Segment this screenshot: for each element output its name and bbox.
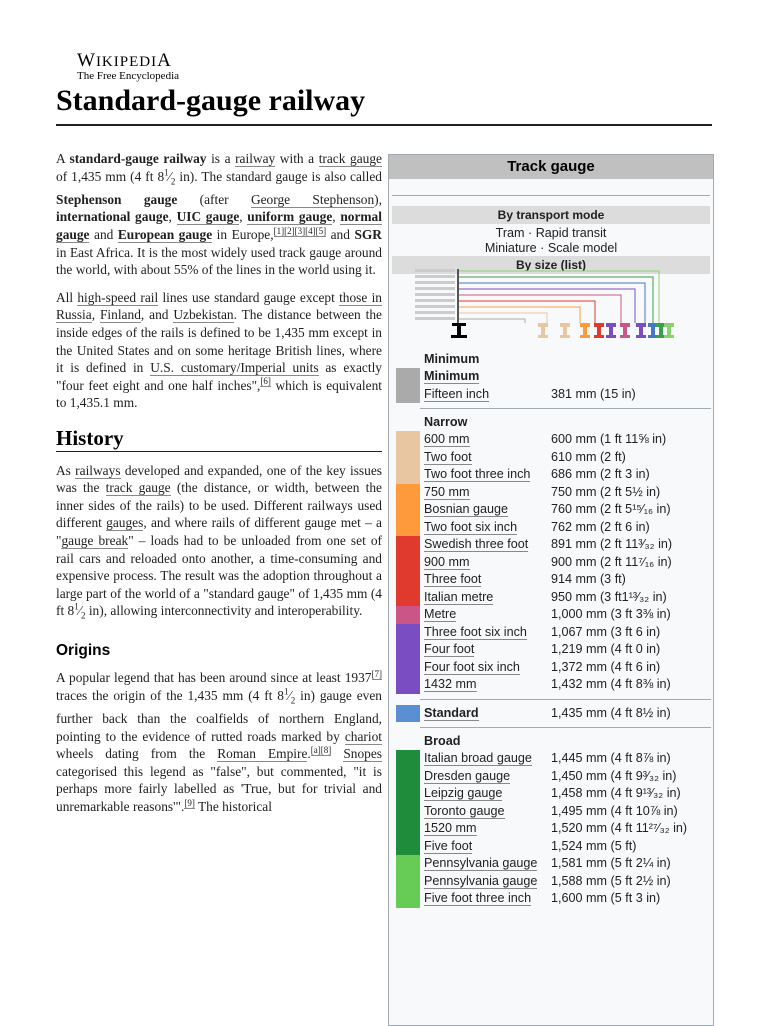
origins-heading: Origins	[56, 641, 111, 659]
gauge-name[interactable]	[424, 431, 470, 449]
wiki-link[interactable]: normal gauge	[56, 209, 382, 243]
gauge-value: 600 mm (1 ft 11⅝ in)	[551, 432, 667, 446]
gauge-name[interactable]	[424, 641, 474, 659]
gauge-value: 891 mm (2 ft 11³⁄₃₂ in)	[551, 537, 673, 551]
gauge-color-swatch	[396, 641, 420, 659]
gauge-name[interactable]	[424, 368, 479, 386]
gauge-row	[393, 873, 711, 891]
gauge-color-swatch	[396, 466, 420, 484]
gauge-name[interactable]	[424, 571, 481, 589]
gauge-name[interactable]	[424, 838, 472, 856]
gauge-row	[393, 785, 711, 803]
reference-rail-line	[457, 269, 459, 325]
gauge-diagram	[395, 263, 705, 345]
gauge-row	[393, 554, 711, 572]
history-paragraph	[56, 462, 382, 626]
gauge-name[interactable]	[424, 554, 470, 572]
text-run: (the distance, or width, between the inner sides of the rails) to be used. Different railways used different	[56, 480, 382, 531]
gauge-value: 1,000 mm (3 ft 3⅜ in)	[551, 607, 671, 621]
gauge-value: 1,372 mm (4 ft 6 in)	[551, 659, 661, 674]
text-run: All	[56, 289, 78, 305]
wheel-icon	[636, 323, 646, 338]
gauge-line	[457, 289, 635, 323]
gauge-color-swatch	[396, 803, 420, 821]
fraction-slash: ⁄	[78, 603, 81, 619]
gauge-row	[393, 519, 711, 537]
gauge-name-link[interactable]: Pennsylvania gauge	[424, 856, 538, 870]
wheel-icon	[664, 323, 674, 338]
infobox-title: Track gauge	[389, 155, 713, 179]
gauge-value: 1,524 mm (5 ft)	[551, 838, 637, 853]
wheel-icon	[620, 323, 630, 338]
gauge-value: 950 mm (3 ft1¹³⁄₃₂ in)	[551, 589, 667, 604]
gauge-color-swatch	[396, 484, 420, 502]
gauge-name[interactable]	[424, 768, 510, 786]
text-run: ,	[91, 307, 100, 323]
gauge-label-mark	[415, 317, 455, 320]
gauge-value: 1,450 mm (4 ft 9³⁄₃₂ in)	[551, 768, 677, 783]
gauge-name-link[interactable]: Pennsylvania gauge	[424, 873, 538, 888]
gauge-value: 1,458 mm (4 ft 9¹³⁄₃₂ in)	[551, 786, 681, 800]
text-run: categorised this legend as "false", but commented, "it is perhaps more fairly labelled as 'True, but for trivial and unremarkable reasons'".	[56, 763, 382, 815]
logo-tagline: The Free Encyclopedia	[77, 70, 180, 82]
gauge-name-link[interactable]: Three foot	[424, 572, 482, 586]
mode-line-2[interactable]: Miniature · Scale model	[484, 241, 618, 255]
gauge-color-swatch	[396, 676, 420, 694]
gauge-line	[457, 313, 547, 323]
gauge-name[interactable]	[424, 606, 456, 624]
size-band[interactable]: By size (list)	[392, 256, 710, 274]
intro-paragraph-2	[56, 289, 382, 412]
mode-line-1[interactable]: Tram · Rapid transit	[495, 226, 607, 240]
text-run: developed and expanded, one of the key issues was the	[56, 462, 382, 496]
gauge-value: 1,495 mm (4 ft 10⅞ in)	[551, 803, 678, 818]
gauge-name-link[interactable]: Swedish three foot	[424, 537, 529, 551]
gauge-value: 610 mm (2 ft)	[551, 449, 626, 464]
gauge-value: 1,219 mm (4 ft 0 in)	[551, 642, 661, 656]
gauge-name-link[interactable]: Four foot six inch	[424, 659, 520, 674]
gauge-name[interactable]	[424, 449, 472, 467]
mode-links	[389, 226, 713, 256]
gauge-line	[457, 301, 595, 323]
wiki-link[interactable]: UIC gauge	[176, 209, 240, 225]
text-run: in Europe,	[212, 227, 274, 243]
gauge-name-link[interactable]: 750 mm	[424, 484, 470, 499]
gauge-color-swatch	[396, 606, 420, 624]
wheel-icon	[594, 323, 604, 338]
logo-wordmark: WIKIPEDIA	[77, 50, 172, 71]
wheel-icon	[580, 323, 590, 338]
gauge-line	[457, 319, 525, 323]
gauge-value: 1,435 mm (4 ft 8½ in)	[551, 705, 671, 720]
gauge-row	[393, 641, 711, 659]
gauge-color-swatch	[396, 890, 420, 908]
text-run: which is equivalent to 1,435.1 mm.	[56, 377, 382, 411]
text-run: ,	[332, 209, 341, 225]
gauge-row	[393, 501, 711, 519]
gauge-name-link[interactable]: Italian broad gauge	[424, 751, 532, 765]
gauge-label-mark	[415, 299, 455, 302]
fraction-numerator: 1	[74, 601, 79, 612]
gauge-color-swatch	[396, 536, 420, 554]
text-run: " – loads had to be unloaded from one set of rail cars and reloaded onto another, a time-consuming and expensive process. The result was the adoption throughout a large part of the world of a "standard gauge" of 1,435 mm (4 ft 8	[56, 532, 382, 619]
gauge-name-link[interactable]: Two foot	[424, 449, 472, 464]
gauge-row	[393, 589, 711, 607]
bold-term: SGR	[354, 227, 382, 243]
gauge-value: 1,600 mm (5 ft 3 in)	[551, 891, 661, 905]
gauge-row	[393, 750, 711, 768]
gauge-color-swatch	[396, 768, 420, 786]
text-run: A	[56, 151, 70, 166]
wiki-link[interactable]: Snopes	[343, 746, 383, 762]
wiki-link[interactable]: chariot	[344, 728, 382, 744]
text-run: in East Africa. It is the most widely used track gauge around the world, with about 55% of the lines in the world using it.	[56, 244, 382, 278]
gauge-value: 900 mm (2 ft 11⁷⁄₁₆ in)	[551, 554, 672, 569]
gauge-line	[457, 277, 653, 323]
gauge-group-title: Narrow	[424, 415, 468, 429]
wiki-link[interactable]: gauges	[106, 515, 144, 531]
citation-ref[interactable]: [a][8]	[310, 744, 332, 755]
gauge-name-link[interactable]: Bosnian gauge	[424, 502, 509, 516]
gauge-name-link[interactable]: Five foot three inch	[424, 891, 532, 905]
gauge-group-title: Minimum	[424, 352, 480, 366]
gauge-label-mark	[415, 281, 455, 284]
gauge-color-swatch	[396, 571, 420, 589]
gauge-row	[393, 536, 711, 554]
gauge-name-link[interactable]: Dresden gauge	[424, 768, 511, 783]
text-run: wheels dating from the	[56, 746, 218, 762]
citation-ref[interactable]: [1][2][3][4][5]	[273, 225, 327, 236]
gauge-name-link[interactable]: Leipzig gauge	[424, 786, 503, 800]
gauge-value: 686 mm (2 ft 3 in)	[551, 467, 650, 481]
bold-term: international gauge	[56, 209, 169, 225]
gauge-name[interactable]	[424, 705, 479, 723]
text-run: is a	[206, 151, 236, 166]
gauge-label-mark	[415, 293, 455, 296]
text-run: lines use standard gauge except	[158, 289, 340, 305]
citation-ref[interactable]: [9]	[184, 797, 195, 808]
gauge-color-swatch	[396, 705, 420, 723]
gauge-line	[457, 271, 659, 323]
text-run: of 1,435 mm (4 ft 8	[56, 168, 165, 184]
wiki-link[interactable]: Finland	[99, 307, 141, 323]
gauge-row	[393, 838, 711, 856]
gauge-name-link[interactable]: Fifteen inch	[424, 386, 490, 401]
gauge-color-swatch	[396, 624, 420, 642]
text-run: , and	[140, 307, 174, 323]
gauge-name-link[interactable]: 900 mm	[424, 554, 470, 569]
text-run	[331, 746, 343, 761]
gauge-row	[393, 386, 711, 404]
text-run: A popular legend that has been around since at least 1937	[56, 670, 372, 686]
gauge-row	[393, 606, 711, 624]
group-divider	[420, 408, 711, 409]
gauge-name[interactable]	[424, 386, 489, 404]
gauge-name[interactable]	[424, 750, 532, 768]
wiki-link[interactable]: Uzbekistan	[173, 307, 234, 323]
gauge-row	[393, 484, 711, 502]
wiki-link[interactable]: those in Russia	[56, 289, 382, 323]
gauge-value: 762 mm (2 ft 6 in)	[551, 519, 650, 534]
gauge-name-link[interactable]: Four foot	[424, 642, 475, 656]
gauge-name[interactable]	[424, 873, 537, 891]
text-run: ,	[168, 209, 177, 225]
wiki-link[interactable]: U.S. customary/Imperial units	[150, 360, 319, 376]
wiki-link[interactable]: high-speed rail	[77, 289, 159, 305]
gauge-name[interactable]	[424, 589, 493, 607]
gauge-label-mark	[415, 311, 455, 314]
gauge-name-link[interactable]: Toronto gauge	[424, 803, 505, 818]
gauge-name-link[interactable]: Standard	[424, 705, 479, 720]
text-run: As	[56, 462, 76, 478]
gauge-name[interactable]	[424, 501, 508, 519]
wheel-icon	[606, 323, 616, 338]
wiki-link[interactable]: George Stephenson	[250, 191, 375, 207]
citation-ref[interactable]: [7]	[371, 668, 382, 679]
text-run: in), allowing interconnectivity and interoperability.	[85, 603, 363, 619]
gauge-row	[393, 466, 711, 484]
gauge-value: 1,581 mm (5 ft 2¼ in)	[551, 856, 671, 870]
gauge-color-swatch	[396, 589, 420, 607]
gauge-value: 1,432 mm (4 ft 8⅜ in)	[551, 677, 671, 691]
gauge-color-swatch	[396, 873, 420, 891]
text-run: and	[89, 227, 118, 243]
gauge-label-mark	[415, 287, 455, 290]
gauge-row	[393, 431, 711, 449]
intro-paragraph-1	[56, 150, 382, 279]
gauge-group-title: Broad	[424, 734, 461, 748]
gauge-label-mark	[415, 275, 455, 278]
group-divider	[420, 699, 711, 700]
wiki-link[interactable]: gauge break	[61, 532, 129, 548]
gauge-name-link[interactable]: Two foot six inch	[424, 519, 518, 534]
text-run: ),	[374, 191, 382, 207]
gauge-color-swatch	[396, 449, 420, 467]
group-divider	[420, 727, 711, 728]
text-run: in). The standard gauge is also called	[175, 168, 382, 184]
gauge-name[interactable]	[424, 519, 517, 537]
gauge-value: 1,588 mm (5 ft 2½ in)	[551, 873, 671, 888]
gauge-label-mark	[415, 269, 455, 272]
fraction-slash: ⁄	[288, 687, 291, 703]
gauge-color-swatch	[396, 838, 420, 856]
gauge-name-link[interactable]: 1432 mm	[424, 677, 477, 691]
gauge-row	[393, 368, 711, 386]
wiki-link[interactable]: track gauge	[105, 480, 171, 496]
text-run: . The distance between the inside edges of the rails is defined to be 1,435 mm except in the United States and on some heritage British lines, where it is defined in	[56, 307, 382, 376]
rail-profile-icon	[451, 323, 467, 338]
gauge-row	[393, 624, 711, 642]
gauge-color-swatch	[396, 386, 420, 404]
text-run: and	[326, 227, 355, 243]
text-run: traces the origin of the 1,435 mm (4 ft 8	[56, 687, 284, 703]
gauge-row	[393, 890, 711, 908]
gauge-name[interactable]	[424, 536, 528, 554]
gauge-value: 1,520 mm (4 ft 11²⁷⁄₃₂ in)	[551, 821, 688, 835]
gauge-row	[393, 768, 711, 786]
wheel-icon	[538, 323, 548, 338]
gauge-name[interactable]	[424, 820, 477, 838]
gauge-name-link[interactable]: 1520 mm	[424, 821, 477, 835]
citation-ref[interactable]: [6]	[260, 376, 271, 387]
gauge-row	[393, 705, 711, 723]
gauge-name-link[interactable]: Metre	[424, 607, 457, 621]
fraction-denominator: 2	[80, 611, 86, 621]
fraction-numerator: 1	[283, 686, 289, 697]
wiki-link[interactable]: European gauge	[117, 227, 213, 243]
gauge-color-swatch	[396, 855, 420, 873]
fraction-numerator: 1	[164, 167, 169, 178]
text-run: as exactly "four feet eight and one half inches",	[56, 360, 382, 393]
text-run: ,	[239, 209, 248, 225]
gauge-name[interactable]	[424, 803, 505, 821]
gauge-row	[393, 820, 711, 838]
transport-mode-band: By transport mode	[392, 206, 710, 224]
gauge-row	[393, 676, 711, 694]
gauge-name-link[interactable]: Five foot	[424, 838, 473, 853]
gauge-color-swatch	[396, 501, 420, 519]
text-run: in) gauge even further back than the coalfields of northern England, pointing to the evidence of rutted roads marked by	[56, 687, 382, 744]
gauge-name-link[interactable]: 600 mm	[424, 432, 470, 446]
wiki-link[interactable]: Roman Empire	[217, 746, 308, 762]
gauge-color-swatch	[396, 368, 420, 386]
gauge-color-swatch	[396, 519, 420, 537]
gauge-value: 914 mm (3 ft)	[551, 572, 626, 586]
gauge-row	[393, 571, 711, 589]
wheel-icon	[560, 323, 570, 338]
gauge-name[interactable]	[424, 484, 470, 502]
wiki-link[interactable]: railways	[75, 462, 121, 478]
text-run: , and where rails of different gauge met – a "	[56, 515, 382, 548]
gauge-color-swatch	[396, 785, 420, 803]
gauge-row	[393, 659, 711, 677]
gauge-value: 381 mm (15 in)	[551, 386, 636, 401]
gauge-color-swatch	[396, 554, 420, 572]
origins-paragraph	[56, 669, 382, 815]
wiki-link[interactable]: railway	[235, 151, 276, 166]
wikipedia-logo[interactable]	[77, 50, 179, 82]
bold-term: Stephenson gauge	[56, 191, 178, 207]
gauge-value: 760 mm (2 ft 5¹⁵⁄₁₆ in)	[551, 502, 671, 516]
bold-term: standard-gauge railway	[69, 151, 207, 166]
fraction-denominator: 2	[170, 176, 176, 187]
gauge-row	[393, 803, 711, 821]
gauge-value: 750 mm (2 ft 5½ in)	[551, 484, 661, 499]
gauge-name-link[interactable]: Minimum	[424, 369, 480, 383]
page-title: Standard-gauge railway	[56, 84, 712, 126]
gauge-name[interactable]	[424, 855, 537, 873]
fraction-denominator: 2	[290, 695, 296, 706]
gauge-name[interactable]	[424, 785, 502, 803]
history-heading: History	[56, 430, 382, 452]
wiki-link[interactable]: track gauge	[318, 151, 382, 166]
gauge-color-swatch	[396, 820, 420, 838]
gauge-label-mark	[415, 305, 455, 308]
gauge-name[interactable]	[424, 466, 530, 484]
text-run: The historical	[194, 799, 272, 815]
gauge-name[interactable]	[424, 624, 527, 642]
gauge-name[interactable]	[424, 890, 531, 908]
gauge-name[interactable]	[424, 676, 477, 694]
gauge-list	[393, 351, 711, 908]
text-run: with a	[275, 151, 319, 166]
gauge-name-link[interactable]: Italian metre	[424, 589, 494, 604]
track-gauge-infobox	[388, 154, 714, 1026]
wiki-link[interactable]: uniform gauge	[247, 209, 333, 225]
gauge-name[interactable]	[424, 659, 520, 677]
gauge-value: 1,067 mm (3 ft 6 in)	[551, 624, 661, 639]
gauge-color-swatch	[396, 659, 420, 677]
text-run: (after	[177, 191, 251, 207]
gauge-row	[393, 855, 711, 873]
gauge-color-swatch	[396, 431, 420, 449]
article-body	[56, 150, 382, 826]
text-run: .	[307, 746, 311, 762]
gauge-value: 1,445 mm (4 ft 8⅞ in)	[551, 751, 671, 765]
gauge-name-link[interactable]: Three foot six inch	[424, 624, 527, 639]
gauge-name-link[interactable]: Two foot three inch	[424, 467, 531, 481]
gauge-row	[393, 449, 711, 467]
gauge-color-swatch	[396, 750, 420, 768]
fraction-slash: ⁄	[168, 168, 171, 184]
gauge-line	[457, 307, 580, 323]
